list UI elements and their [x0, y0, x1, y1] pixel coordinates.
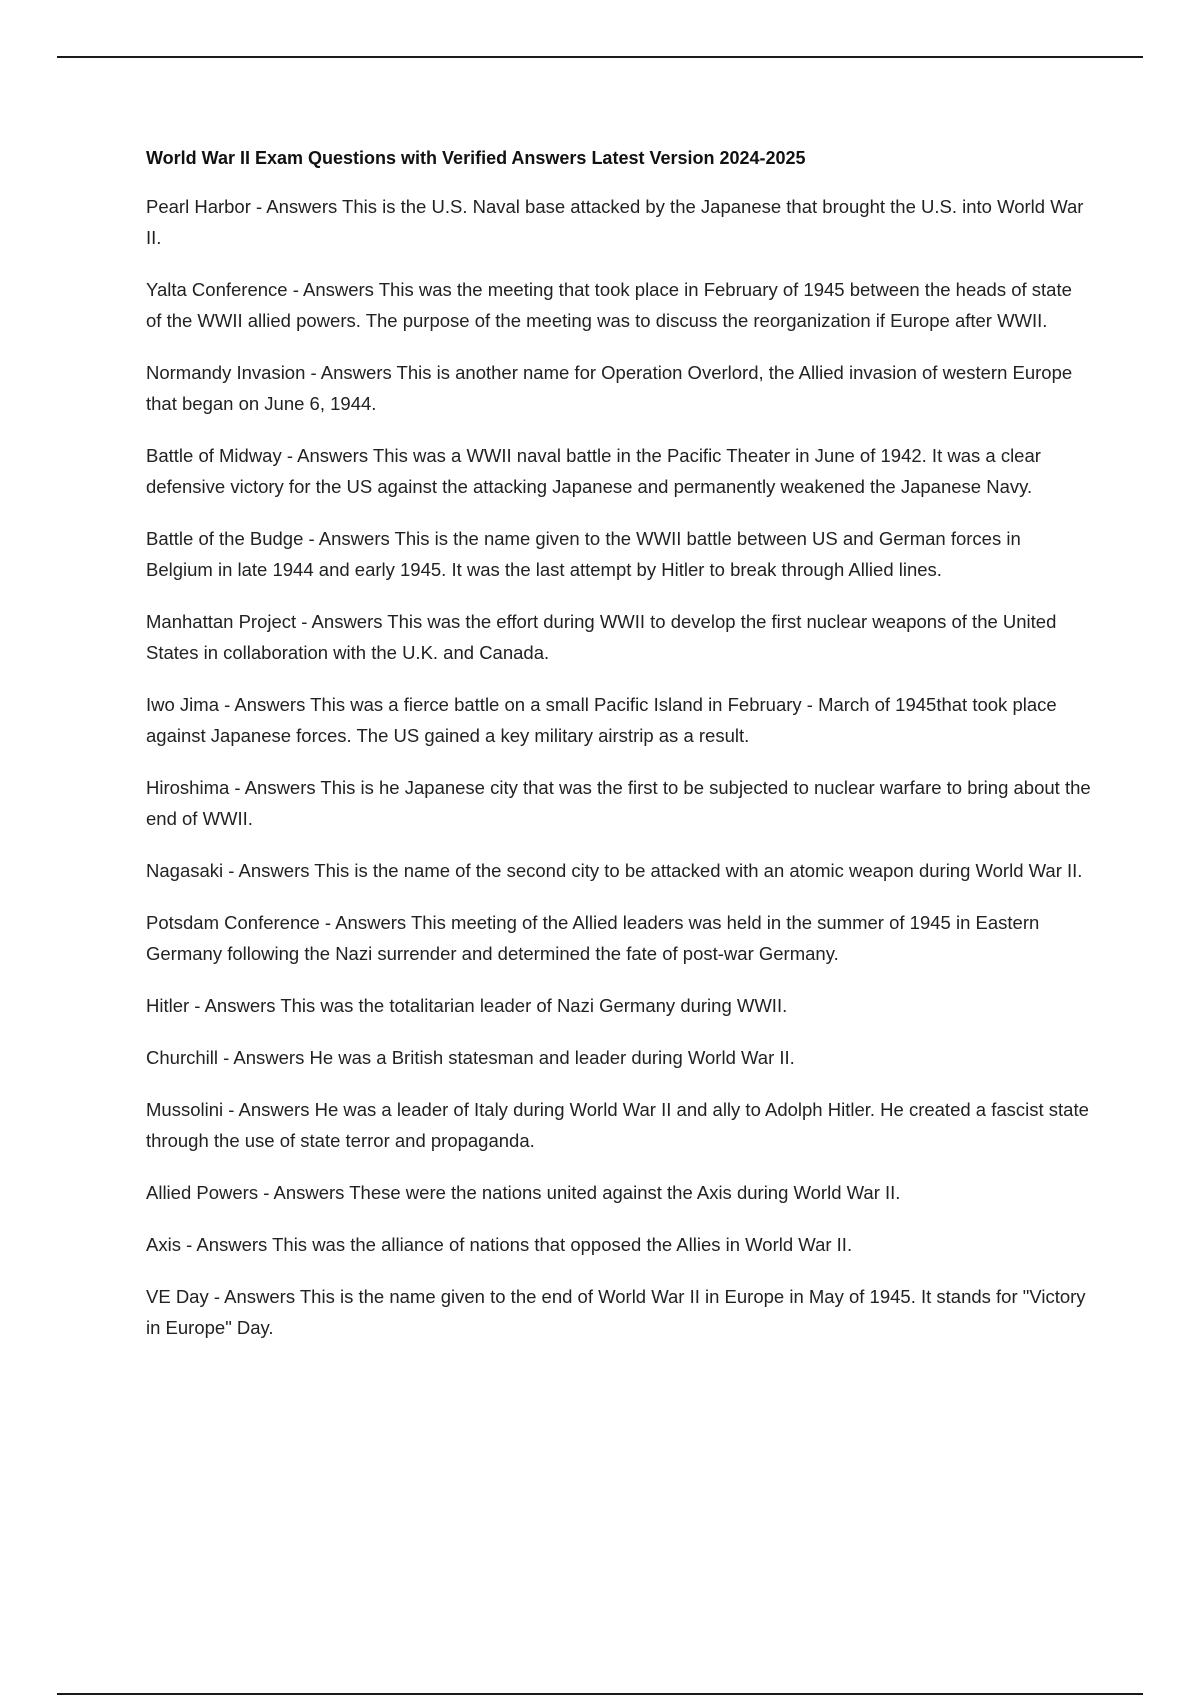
qa-entry: Pearl Harbor - Answers This is the U.S. Naval base attacked by the Japanese that brought the U.S. into World War II.: [146, 196, 1084, 248]
qa-entry: Potsdam Conference - Answers This meeting of the Allied leaders was held in the summer of 1945 in Eastern Germany following the Nazi surrender and determined the fate of post-war Germany.: [146, 912, 1040, 964]
qa-entry: Axis - Answers This was the alliance of nations that opposed the Allies in World War II.: [146, 1234, 853, 1255]
qa-entry: VE Day - Answers This is the name given to the end of World War II in Europe in May of 1945. It stands for "Victory in Europe" Day.: [146, 1286, 1086, 1338]
document-title: World War II Exam Questions with Verified Answers Latest Version 2024-2025: [146, 148, 806, 168]
qa-entry: Nagasaki - Answers This is the name of the second city to be attacked with an atomic weapon during World War II.: [146, 860, 1083, 881]
qa-entry: Battle of the Budge - Answers This is the name given to the WWII battle between US and German forces in Belgium in late 1944 and early 1945. It was the last attempt by Hitler to break through Allied lines.: [146, 528, 1021, 580]
qa-entry: Churchill - Answers He was a British statesman and leader during World War II.: [146, 1047, 795, 1068]
qa-entry: Hitler - Answers This was the totalitarian leader of Nazi Germany during WWII.: [146, 995, 788, 1016]
qa-entry: Allied Powers - Answers These were the nations united against the Axis during World War II.: [146, 1182, 901, 1203]
qa-entry: Yalta Conference - Answers This was the meeting that took place in February of 1945 between the heads of state of the WWII allied powers. The purpose of the meeting was to discuss the reorganization if Europe after WWII.: [146, 279, 1072, 331]
qa-entry: Normandy Invasion - Answers This is another name for Operation Overlord, the Allied invasion of western Europe that began on June 6, 1944.: [146, 362, 1073, 414]
qa-entry: Hiroshima - Answers This is he Japanese city that was the first to be subjected to nuclear warfare to bring about the end of WWII.: [146, 777, 1091, 829]
qa-entry: Battle of Midway - Answers This was a WWII naval battle in the Pacific Theater in June of 1942. It was a clear defensive victory for the US against the attacking Japanese and permanently weakened the Japanese Navy.: [146, 445, 1041, 497]
document-body: [146, 145, 1092, 1364]
bottom-rule: [57, 1693, 1143, 1695]
top-rule: [57, 56, 1143, 58]
qa-entry: Iwo Jima - Answers This was a fierce battle on a small Pacific Island in February - March of 1945that took place against Japanese forces. The US gained a key military airstrip as a result.: [146, 694, 1057, 746]
qa-entry: Mussolini - Answers He was a leader of Italy during World War II and ally to Adolph Hitler. He created a fascist state through the use of state terror and propaganda.: [146, 1099, 1089, 1151]
qa-entry: Manhattan Project - Answers This was the effort during WWII to develop the first nuclear weapons of the United States in collaboration with the U.K. and Canada.: [146, 611, 1057, 663]
